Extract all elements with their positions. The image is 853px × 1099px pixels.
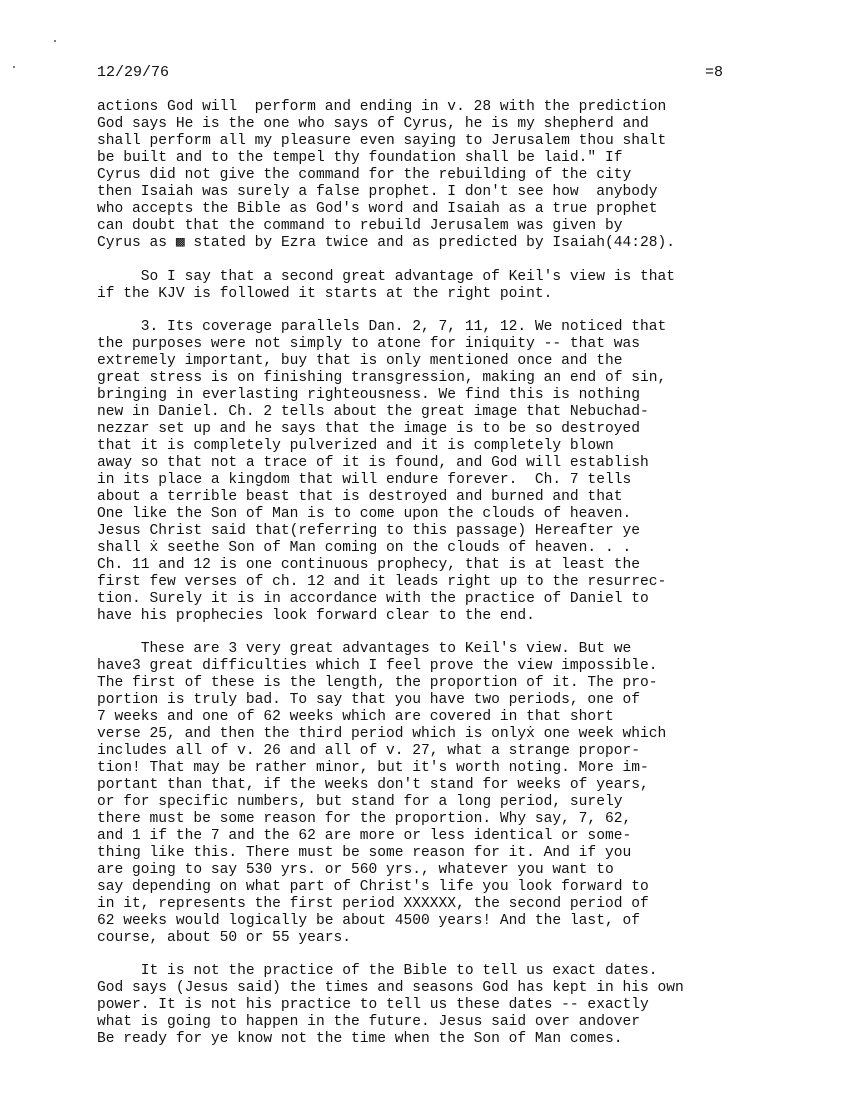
text-line: if the KJV is followed it starts at the right point. [97,286,553,302]
text-line: extremely important, buy that is only mentioned once and the [97,353,623,369]
text-line: then Isaiah was surely a false prophet. I don't see how anybody [97,184,658,200]
text-line: 7 weeks and one of 62 weeks which are covered in that short [97,709,614,725]
text-line: bringing in everlasting righteousness. We find this is nothing [97,387,640,403]
text-line: the purposes were not simply to atone for iniquity -- that was [97,336,640,352]
text-line: God says (Jesus said) the times and seasons God has kept in his own [97,980,684,996]
text-line: there must be some reason for the proportion. Why say, 7, 62, [97,811,632,827]
text-line: what is going to happen in the future. Jesus said over andover [97,1014,640,1030]
text-line: that it is completely pulverized and it is completely blown [97,438,614,454]
text-line: shall ẋ seethe Son of Man coming on the clouds of heaven. . . [97,540,632,556]
text-line: One like the Son of Man is to come upon the clouds of heaven. [97,506,632,522]
text-line: 62 weeks would logically be about 4500 years! And the last, of [97,913,640,929]
page-date: 12/29/76 [97,64,170,81]
text-line: be built and to the tempel thy foundation shall be laid." If [97,150,623,166]
text-line: thing like this. There must be some reason for it. And if you [97,845,632,861]
text-line: are going to say 530 yrs. or 560 yrs., whatever you want to [97,862,614,878]
text-line: Ch. 11 and 12 is one continuous prophecy, that is at least the [97,557,640,573]
text-line: shall perform all my pleasure even saying to Jerusalem thou shalt [97,133,667,149]
text-line: 3. Its coverage parallels Dan. 2, 7, 11, 12. We noticed that [97,319,667,335]
text-line: These are 3 very great advantages to Keil's view. But we [97,641,632,657]
text-line: in it, represents the first period XXXXXX, the second period of [97,896,649,912]
text-line: say depending on what part of Christ's life you look forward to [97,879,649,895]
text-line: includes all of v. 26 and all of v. 27, what a strange propor- [97,743,640,759]
text-line: power. It is not his practice to tell us these dates -- exactly [97,997,649,1013]
text-line: and 1 if the 7 and the 62 are more or less identical or some- [97,828,632,844]
text-line: or for specific numbers, but stand for a long period, surely [97,794,623,810]
text-line: tion. Surely it is in accordance with the practice of Daniel to [97,591,649,607]
text-line: in its place a kingdom that will endure forever. Ch. 7 tells [97,472,632,488]
text-line: nezzar set up and he says that the image is to be so destroyed [97,421,640,437]
text-line: tion! That may be rather minor, but it's worth noting. More im- [97,760,649,776]
text-line: have3 great difficulties which I feel prove the view impossible. [97,658,658,674]
text-line: away so that not a trace of it is found, and God will establish [97,455,649,471]
text-line: Be ready for ye know not the time when the Son of Man comes. [97,1031,623,1047]
text-line: The first of these is the length, the proportion of it. The pro- [97,675,658,691]
text-line: Jesus Christ said that(referring to this passage) Hereafter ye [97,523,640,539]
text-line: verse 25, and then the third period which is onlyẋ one week which [97,726,667,742]
text-line: have his prophecies look forward clear to the end. [97,608,535,624]
text-line: great stress is on finishing transgression, making an end of sin, [97,370,667,386]
text-line: can doubt that the command to rebuild Jerusalem was given by [97,218,623,234]
text-line: Cyrus did not give the command for the rebuilding of the city [97,167,632,183]
text-line: Cyrus as ▩ stated by Ezra twice and as predicted by Isaiah(44:28). [97,235,676,251]
text-line: portant than that, if the weeks don't stand for weeks of years, [97,777,649,793]
text-line: who accepts the Bible as God's word and Isaiah as a true prophet [97,201,658,217]
text-line: actions God will perform and ending in v. 28 with the prediction [97,99,667,115]
text-line: It is not the practice of the Bible to tell us exact dates. [97,963,658,979]
text-line: course, about 50 or 55 years. [97,930,351,946]
text-line: portion is truly bad. To say that you have two periods, one of [97,692,640,708]
page-number: =8 [705,64,724,81]
scan-speck [54,40,56,42]
scan-speck [13,66,15,68]
text-line: first few verses of ch. 12 and it leads right up to the resurrec- [97,574,667,590]
text-line: about a terrible beast that is destroyed and burned and that [97,489,623,505]
text-line: So I say that a second great advantage of Keil's view is that [97,269,676,285]
text-line: God says He is the one who says of Cyrus, he is my shepherd and [97,116,649,132]
text-line: new in Daniel. Ch. 2 tells about the great image that Nebuchad- [97,404,649,420]
